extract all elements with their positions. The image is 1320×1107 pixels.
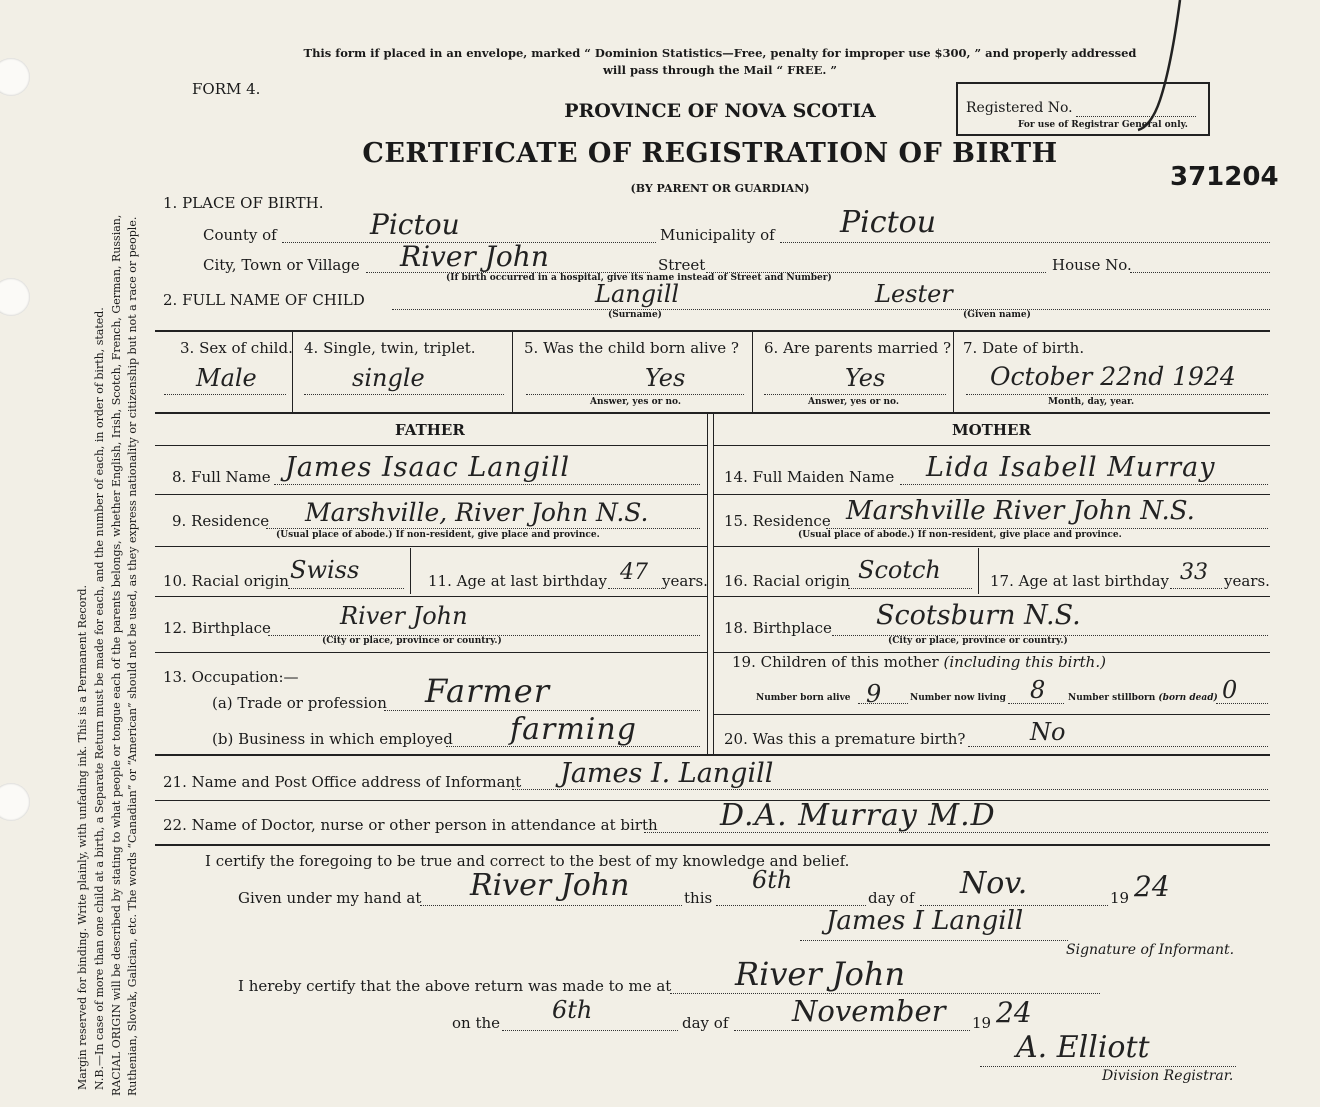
married-label: 6. Are parents married ? [764,339,952,357]
rule-residence-right [713,546,1270,547]
stillborn-value: 0 [1222,676,1238,704]
mother-birthplace-note: (City or place, province or country.) [888,636,1068,646]
informant-signature-line [800,940,1068,941]
date-note: Month, day, year. [1048,397,1135,407]
mother-name-value: Lida Isabell Murray [926,452,1216,483]
mother-residence-label: 15. Residence [724,512,831,530]
registrar-statement: I hereby certify that the above return was made to me at [238,977,672,995]
rule-row3-top [155,330,1270,332]
alive-label: 5. Was the child born alive ? [524,339,739,357]
house-label: House No. [1052,256,1132,274]
mother-residence-line [826,528,1268,529]
registration-number: 371204 [1170,162,1279,192]
mother-years-label: years. [1224,572,1270,590]
children-label-text: 19. Children of this mother [732,653,939,671]
given-place-value: River John [470,868,630,903]
certify-year-prefix: 19 [1110,889,1130,907]
business-value: farming [510,712,637,747]
doctor-value: D.A. Murray M.D [720,798,996,833]
mother-name-label: 14. Full Maiden Name [724,468,895,486]
married-value: Yes [845,364,886,392]
given-place-line [420,905,682,906]
municipality-line [780,242,1270,243]
certify-year-value: 24 [1134,870,1170,903]
registrar-month-line [734,1030,970,1031]
registered-line [1076,116,1196,117]
father-racial-value: Swiss [290,556,360,584]
certify-day-value: 6th [752,866,793,894]
municipality-value: Pictou [840,205,937,240]
registrar-day-value: 6th [552,996,593,1024]
registrar-on-label: on the [452,1014,501,1032]
mother-name-line [900,484,1268,485]
date-label: 7. Date of birth. [963,339,1085,357]
registrar-place-value: River John [735,955,906,993]
mother-residence-value: Marshville River John N.S. [846,496,1195,526]
mail-note-line1: This form if placed in an envelope, marked “ Dominion Statistics—Free, penalty for improper use $300, ” and properly addressed [303,46,1137,60]
certificate-subtitle: (BY PARENT OR GUARDIAN) [630,182,810,195]
born-alive-label: Number born alive [756,693,851,703]
married-answer-note: Answer, yes or no. [808,397,899,407]
margin-note-permanent: Margin reserved for binding. Write plainly, with unfading ink. This is a Permanent Record. [76,584,89,1090]
street-label: Street [658,256,706,274]
alive-line [526,394,744,395]
given-name-label: (Given name) [963,310,1031,320]
father-residence-note: (Usual place of abode.) If non-resident, give place and province. [276,530,600,540]
hospital-note: (If birth occurred in a hospital, give its name instead of Street and Number) [446,273,832,283]
margin-note-multiple-births: N.B.—In case of more than one child at a birth, a Separate Return must be made for each, and the number of each, in order of birth, stated. [93,307,106,1090]
registrar-year-value: 24 [996,996,1032,1029]
father-name-value: James Isaac Langill [285,452,570,483]
informant-signature: James I Langill [826,906,1024,936]
mother-racial-label: 16. Racial origin [724,572,850,590]
business-label: (b) Business in which employed [212,730,453,748]
rule-parents-heading-right [713,445,1270,446]
father-residence-line [266,528,700,529]
mother-age-label: 17. Age at last birthday [990,572,1169,590]
given-under-label: Given under my hand at [238,889,422,907]
father-residence-label: 9. Residence [172,512,270,530]
mail-note-line2: will pass through the Mail “ FREE. ” [602,63,838,77]
occupation-label: 13. Occupation:— [163,668,299,686]
parents-divider-right [713,414,714,754]
father-years-label: years. [662,572,708,590]
row3-sep-2 [512,332,513,412]
registered-box [956,82,1210,136]
binding-hole-top [0,58,30,96]
mother-age-line [1170,588,1222,589]
margin-note-racial-origin-cont: Ruthenian, Slovak, Galician, etc. The words “Canadian” or “American” should not be used, as they express nationality or citizenship but not a race or people. [126,216,139,1096]
place-of-birth-label: 1. PLACE OF BIRTH. [163,194,324,212]
father-racial-line [288,588,404,589]
father-birthplace-value: River John [340,602,468,630]
trade-line [384,710,700,711]
registered-label: Registered No. [966,100,1073,116]
children-label [732,653,1106,671]
living-label: Number now living [910,693,1006,703]
rule-birthplace-left [155,652,707,653]
form-number: FORM 4. [192,80,261,98]
rule-informant [155,800,1270,801]
child-surname-value: Langill [595,280,680,308]
mother-racial-sep [978,548,979,594]
father-racial-label: 10. Racial origin [163,572,289,590]
stillborn-label-text: Number stillborn [1068,693,1156,703]
city-label: City, Town or Village [203,256,360,274]
margin-note-racial-origin: RACIAL ORIGIN will be described by stating to what people or tongue each of the parents belongs, whether English, Irish, Scotch, French, German, Russian, [110,214,123,1096]
married-line [764,394,946,395]
stillborn-label [1068,693,1218,703]
house-line [1130,272,1270,273]
rule-racial-right [713,596,1270,597]
alive-value: Yes [645,364,686,392]
sex-line [164,394,286,395]
premature-value: No [1030,718,1066,746]
mother-racial-value: Scotch [858,556,941,584]
row3-sep-4 [953,332,954,412]
surname-label: (Surname) [608,310,662,320]
date-value: October 22nd 1924 [990,362,1236,391]
certify-this-label: this [684,889,713,907]
father-heading: FATHER [395,421,465,439]
stillborn-note: (born dead) [1158,693,1218,703]
alive-answer-note: Answer, yes or no. [590,397,681,407]
father-birthplace-note: (City or place, province or country.) [322,636,502,646]
informant-line [512,789,1268,790]
rule-residence-left [155,546,707,547]
certify-statement: I certify the foregoing to be true and correct to the best of my knowledge and belief. [205,852,850,870]
mother-residence-note: (Usual place of abode.) If non-resident, give place and province. [798,530,1122,540]
binding-hole-bottom [0,783,30,821]
rule-name-right [713,494,1270,495]
registered-note: For use of Registrar General only. [1018,120,1188,130]
signature-informant-label: Signature of Informant. [1066,942,1235,958]
city-value: River John [400,240,549,273]
children-note: (including this birth.) [943,653,1106,671]
single-label: 4. Single, twin, triplet. [304,339,476,357]
child-name-label: 2. FULL NAME OF CHILD [163,291,365,309]
father-age-value: 47 [620,560,648,585]
single-value: single [352,364,425,392]
rule-children [713,714,1270,715]
division-registrar-label: Division Registrar. [1102,1068,1234,1084]
father-name-line [274,484,700,485]
father-racial-sep [410,548,411,594]
sex-label: 3. Sex of child. [180,339,293,357]
doctor-label: 22. Name of Doctor, nurse or other person in attendance at birth [163,816,658,834]
mother-heading: MOTHER [952,421,1031,439]
trade-label: (a) Trade or profession [212,694,387,712]
rule-parents-heading-left [155,445,707,446]
certify-month-value: Nov. [960,866,1028,901]
mother-birthplace-value: Scotsburn N.S. [876,600,1081,631]
child-name-line [392,309,1270,310]
rule-parents-bottom [155,754,1270,756]
registrar-signature: A. Elliott [1016,1030,1150,1065]
registrar-year-prefix: 19 [972,1014,992,1032]
province-heading: PROVINCE OF NOVA SCOTIA [564,100,876,122]
certify-day-of-label: day of [868,889,915,907]
informant-value: James I. Langill [560,758,774,789]
date-line [966,394,1268,395]
certificate-title: CERTIFICATE OF REGISTRATION OF BIRTH [362,138,1058,169]
father-residence-value: Marshville, River John N.S. [305,498,649,527]
registrar-month-value: November [792,994,946,1028]
county-label: County of [203,226,277,244]
single-line [304,394,504,395]
trade-value: Farmer [425,672,550,710]
rule-racial-left [155,596,707,597]
registrar-day-of-label: day of [682,1014,729,1032]
binding-hole-middle [0,278,30,316]
rule-doctor [155,844,1270,846]
row3-sep-3 [752,332,753,412]
premature-line [968,746,1268,747]
registrar-day-line [502,1030,678,1031]
father-age-line [608,588,664,589]
father-age-label: 11. Age at last birthday [428,572,607,590]
father-birthplace-label: 12. Birthplace [163,619,271,637]
mother-racial-line [848,588,972,589]
municipality-label: Municipality of [660,226,775,244]
mother-age-value: 33 [1180,560,1208,585]
sex-value: Male [196,364,257,392]
county-value: Pictou [370,208,460,241]
child-given-value: Lester [875,280,953,308]
father-name-label: 8. Full Name [172,468,271,486]
informant-label: 21. Name and Post Office address of Informant [163,773,522,791]
registrar-signature-line [980,1066,1236,1067]
rule-name-left [155,494,707,495]
mother-birthplace-label: 18. Birthplace [724,619,832,637]
living-value: 8 [1030,676,1046,704]
premature-label: 20. Was this a premature birth? [724,730,966,748]
born-alive-value: 9 [866,680,882,708]
